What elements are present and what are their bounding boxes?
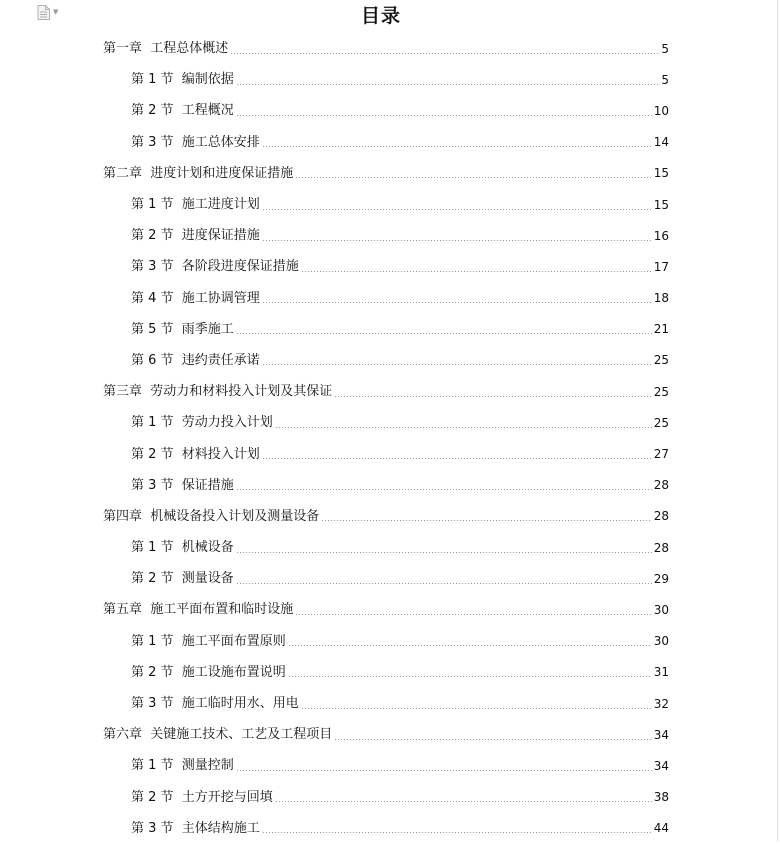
- toc-entry-text: 第 1 节 编制依据: [131, 72, 234, 88]
- toc-entry-text: 第 2 节 进度保证措施: [131, 228, 260, 244]
- dot-leader: [236, 583, 652, 584]
- toc-page-number: 15: [653, 166, 669, 181]
- toc-page-number: 25: [653, 353, 669, 368]
- toc-entry-text: 第五章 施工平面布置和临时设施: [103, 602, 294, 618]
- dot-leader: [301, 271, 652, 272]
- toc-entry-text: 第二章 进度计划和进度保证措施: [103, 165, 294, 181]
- toc-section-entry[interactable]: [103, 470, 669, 501]
- toc-entry-text: 第一章 工程总体概述: [103, 41, 229, 57]
- dot-leader: [334, 739, 651, 740]
- dot-leader: [295, 614, 651, 615]
- toc-page-number: 31: [653, 665, 669, 680]
- toc-page-number: 32: [653, 696, 669, 711]
- toc-section-entry[interactable]: [103, 189, 669, 220]
- toc-entry-text: 第 5 节 雨季施工: [131, 321, 234, 337]
- toc-entry-text: 第 1 节 机械设备: [131, 540, 234, 556]
- dot-leader: [236, 84, 660, 85]
- toc-section-entry[interactable]: [103, 127, 669, 158]
- toc-entry-text: 第 2 节 土方开挖与回填: [131, 789, 273, 805]
- toc-page-number: 30: [653, 634, 669, 649]
- toc-page-number: 17: [653, 259, 669, 274]
- toc-page-number: 21: [653, 322, 669, 337]
- toc-entry-text: 第六章 关键施工技术、工艺及工程项目: [103, 727, 333, 743]
- toc-section-entry[interactable]: [103, 563, 669, 594]
- toc-page-number: 10: [653, 103, 669, 118]
- toc-section-entry[interactable]: [103, 532, 669, 563]
- toc-page-number: 27: [653, 447, 669, 462]
- toc-section-entry[interactable]: [103, 283, 669, 314]
- toc-page-number: 28: [653, 478, 669, 493]
- toc-page-number: 5: [661, 41, 669, 56]
- toc-page-number: 16: [653, 228, 669, 243]
- toc-page-number: 44: [653, 821, 669, 836]
- toc-section-entry[interactable]: [103, 95, 669, 126]
- dot-leader: [236, 489, 652, 490]
- toc-section-entry[interactable]: [103, 688, 669, 719]
- toc-entry-text: 第四章 机械设备投入计划及测量设备: [103, 508, 320, 524]
- dot-leader: [236, 552, 652, 553]
- toc-chapter-entry[interactable]: [103, 158, 669, 189]
- toc-section-entry[interactable]: [103, 438, 669, 469]
- toc-entry-text: 第 2 节 施工设施布置说明: [131, 664, 286, 680]
- toc-page-number: 25: [653, 384, 669, 399]
- dot-leader: [262, 364, 652, 365]
- dot-leader: [262, 458, 652, 459]
- toc-section-entry[interactable]: [103, 314, 669, 345]
- toc-entry-text: 第 3 节 施工临时用水、用电: [131, 696, 299, 712]
- toc-section-entry[interactable]: [103, 345, 669, 376]
- toc-page-number: 28: [653, 540, 669, 555]
- toc-entry-text: 第 1 节 劳动力投入计划: [131, 415, 273, 431]
- toc-page-number: 34: [653, 758, 669, 773]
- dot-leader: [236, 333, 652, 334]
- dot-leader: [262, 240, 652, 241]
- toc-page-number: 34: [653, 727, 669, 742]
- toc-page-number: 15: [653, 197, 669, 212]
- toc-section-entry[interactable]: [103, 626, 669, 657]
- dot-leader: [236, 115, 652, 116]
- toc-page-number: 30: [653, 602, 669, 617]
- dot-leader: [288, 676, 652, 677]
- dot-leader: [230, 53, 659, 54]
- dot-leader: [262, 832, 652, 833]
- toc-page-number: 38: [653, 790, 669, 805]
- dot-leader: [334, 396, 651, 397]
- toc-entry-text: 第 2 节 工程概况: [131, 103, 234, 119]
- toc-chapter-entry[interactable]: [103, 719, 669, 750]
- toc-page-number: 18: [653, 291, 669, 306]
- dot-leader: [262, 302, 652, 303]
- toc-page-number: 28: [653, 509, 669, 524]
- toc-page-number: 14: [653, 135, 669, 150]
- dot-leader: [262, 146, 652, 147]
- toc-entry-text: 第 3 节 主体结构施工: [131, 820, 260, 836]
- dot-leader: [275, 801, 652, 802]
- toc-entry-text: 第 2 节 材料投入计划: [131, 446, 260, 462]
- toc-entry-text: 第 4 节 施工协调管理: [131, 290, 260, 306]
- toc-entry-text: 第 3 节 施工总体安排: [131, 134, 260, 150]
- toc-entry-text: 第 1 节 施工进度计划: [131, 197, 260, 213]
- toc-section-entry[interactable]: [103, 220, 669, 251]
- toc-entry-text: 第三章 劳动力和材料投入计划及其保证: [103, 384, 333, 400]
- toc-chapter-entry[interactable]: [103, 33, 669, 64]
- toc-section-entry[interactable]: [103, 251, 669, 282]
- chevron-down-icon: ▼: [53, 8, 59, 16]
- dot-leader: [262, 209, 652, 210]
- toc-title: 目录: [360, 5, 401, 27]
- toc-section-entry[interactable]: [103, 407, 669, 438]
- table-of-contents: [103, 33, 669, 844]
- toc-entry-text: 第 3 节 保证措施: [131, 477, 234, 493]
- toc-section-entry[interactable]: [103, 750, 669, 781]
- toc-entry-text: 第 6 节 违约责任承诺: [131, 352, 260, 368]
- toc-section-entry[interactable]: [103, 64, 669, 95]
- toc-chapter-entry[interactable]: [103, 376, 669, 407]
- toc-section-entry[interactable]: [103, 813, 669, 844]
- dot-leader: [275, 427, 652, 428]
- dot-leader: [288, 645, 652, 646]
- toc-page-number: 29: [653, 571, 669, 586]
- dot-leader: [236, 770, 652, 771]
- toc-entry-text: 第 3 节 各阶段进度保证措施: [131, 259, 299, 275]
- toc-section-entry[interactable]: [103, 657, 669, 688]
- toc-entry-text: 第 1 节 测量控制: [131, 758, 234, 774]
- toc-page-number: 5: [661, 72, 669, 87]
- toc-entry-text: 第 2 节 测量设备: [131, 571, 234, 587]
- toc-chapter-entry[interactable]: [103, 501, 669, 532]
- dot-leader: [301, 708, 652, 709]
- toc-chapter-entry[interactable]: [103, 594, 669, 625]
- toc-entry-text: 第 1 节 施工平面布置原则: [131, 633, 286, 649]
- dot-leader: [295, 177, 651, 178]
- page-edge: [777, 0, 778, 842]
- toc-section-entry[interactable]: [103, 782, 669, 813]
- dot-leader: [321, 520, 651, 521]
- toc-page-number: 25: [653, 415, 669, 430]
